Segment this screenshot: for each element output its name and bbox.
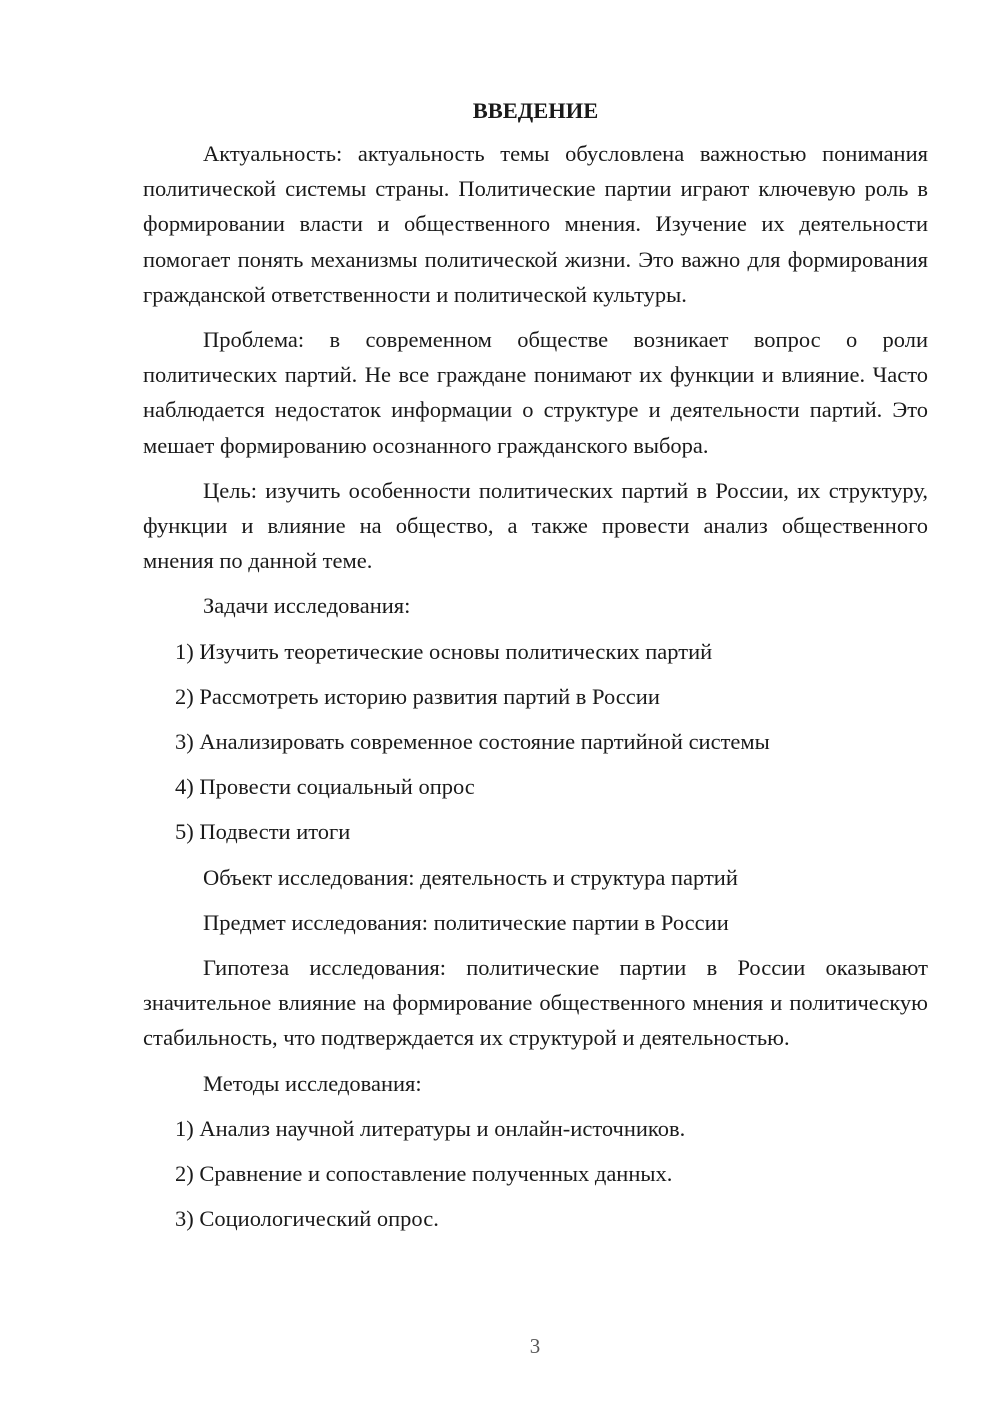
list-item: 3) Анализировать современное состояние партийной системы [175,729,770,755]
list-item: 2) Рассмотреть историю развития партий в России [175,683,660,709]
page-number: 3 [529,1334,541,1358]
hypothesis-paragraph: Гипотеза исследования: политические партии в России оказывают значительное влияние на формирование общественного мнения и политическую стабильность, что подтверждается их структурой и деятельностью. [143,955,928,1051]
document-body [143,96,928,1246]
list-item: 3) Социологический опрос. [175,1206,439,1232]
list-item: 5) Подвести итоги [175,819,351,845]
goal-paragraph: Цель: изучить особенности политических партий в России, их структуру, функции и влияние на общество, а также провести анализ общественного мнения по данной теме. [143,477,928,574]
list-item: 2) Сравнение и сопоставление полученных данных. [175,1161,673,1187]
problem-paragraph: Проблема: в современном обществе возникает вопрос о роли политических партий. Не все граждане понимают их функции и влияние. Часто наблюдается недостаток информации о структуре и деятельности партий. Это мешает формированию осознанного гражданского выбора. [143,327,928,458]
list-item: 1) Изучить теоретические основы политических партий [175,638,713,664]
methods-title: Методы исследования: [203,1070,422,1096]
methods-list [143,1111,928,1237]
object-paragraph: Объект исследования: деятельность и структура партий [203,864,738,890]
section-heading: ВВЕДЕНИЕ [472,98,599,123]
list-item: 1) Анализ научной литературы и онлайн-источников. [175,1115,686,1141]
tasks-list [143,634,928,850]
relevance-paragraph: Актуальность: актуальность темы обусловлена важностью понимания политической системы страны. Политические партии играют ключевую роль в формировании власти и общественного мнения. Изучение их деятельности помогает понять механизмы политической жизни. Это важно для формирования гражданской ответственности и политической культуры. [143,141,928,307]
tasks-title: Задачи исследования: [203,593,411,619]
list-item: 4) Провести социальный опрос [175,774,475,800]
subject-paragraph: Предмет исследования: политические партии в России [203,909,729,935]
